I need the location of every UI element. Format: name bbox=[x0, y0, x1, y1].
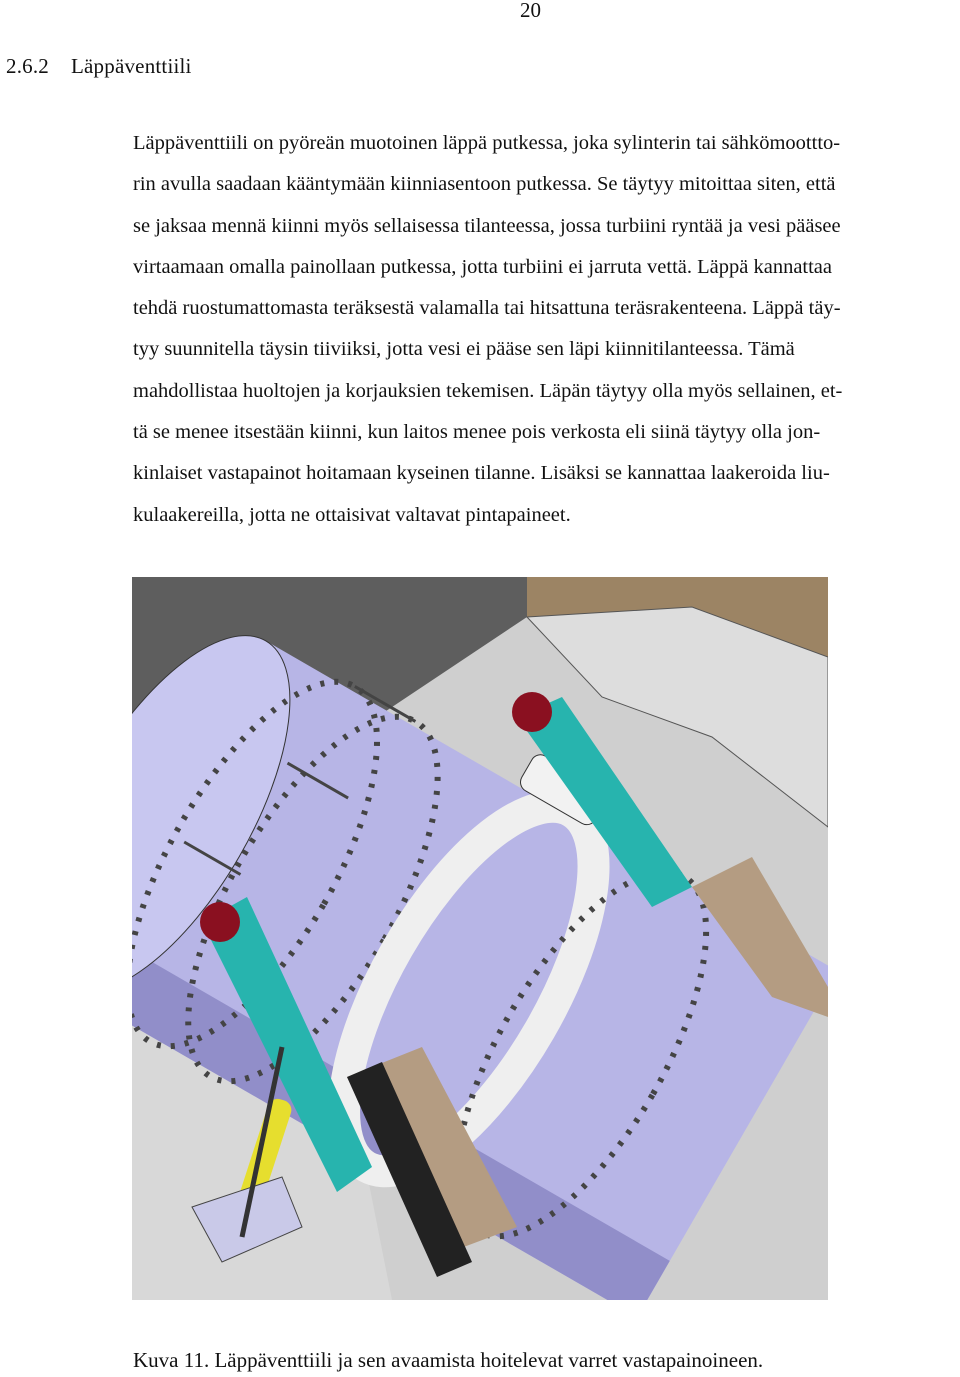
body-line: kulaakereilla, jotta ne ottaisivat valtavat pintapaineet. bbox=[133, 503, 571, 526]
figure-caption: Kuva 11. Läppäventtiili ja sen avaamista hoitelevat varret vastapainoineen. bbox=[133, 1348, 764, 1372]
flange-left bbox=[200, 902, 240, 942]
valve-render-figure bbox=[132, 577, 828, 1300]
section-number: 2.6.2 bbox=[6, 54, 49, 78]
body-line: virtaamaan omalla painollaan putkessa, jotta turbiini ei jarruta vettä. Läppä kannattaa bbox=[133, 255, 833, 278]
flange-right bbox=[512, 692, 552, 732]
body-line: tä se menee itsestään kiinni, kun laitos menee pois verkosta eli siinä täytyy olla jon- bbox=[133, 421, 821, 444]
body-line: se jaksaa mennä kiinni myös sellaisessa tilanteessa, jossa turbiini ryntää ja vesi pääsee bbox=[133, 214, 841, 237]
section-heading bbox=[6, 54, 192, 79]
body-line: tyy suunnitella täysin tiiviiksi, jotta vesi ei pääse sen läpi kiinnitilanteessa. Tämä bbox=[133, 338, 795, 361]
body-line: tehdä ruostumattomasta teräksestä valamalla tai hitsattuna teräsrakenteena. Läppä täy- bbox=[133, 297, 841, 320]
body-line: kinlaiset vastapainot hoitamaan kyseinen tilanne. Lisäksi se kannattaa laakeroida liu- bbox=[133, 462, 830, 485]
body-line: mahdollistaa huoltojen ja korjauksien tekemisen. Läpän täytyy olla myös sellainen, et- bbox=[133, 379, 843, 402]
body-line: Läppäventtiili on pyöreän muotoinen läppä putkessa, joka sylinterin tai sähkömoottto- bbox=[133, 132, 841, 154]
page-number: 20 bbox=[520, 0, 541, 22]
body-line: rin avulla saadaan kääntymään kiinniasentoon putkessa. Se täytyy mitoittaa siten, että bbox=[133, 173, 836, 196]
body-paragraph bbox=[133, 125, 959, 538]
section-title: Läppäventtiili bbox=[71, 54, 192, 78]
valve-render-image bbox=[132, 577, 828, 1300]
